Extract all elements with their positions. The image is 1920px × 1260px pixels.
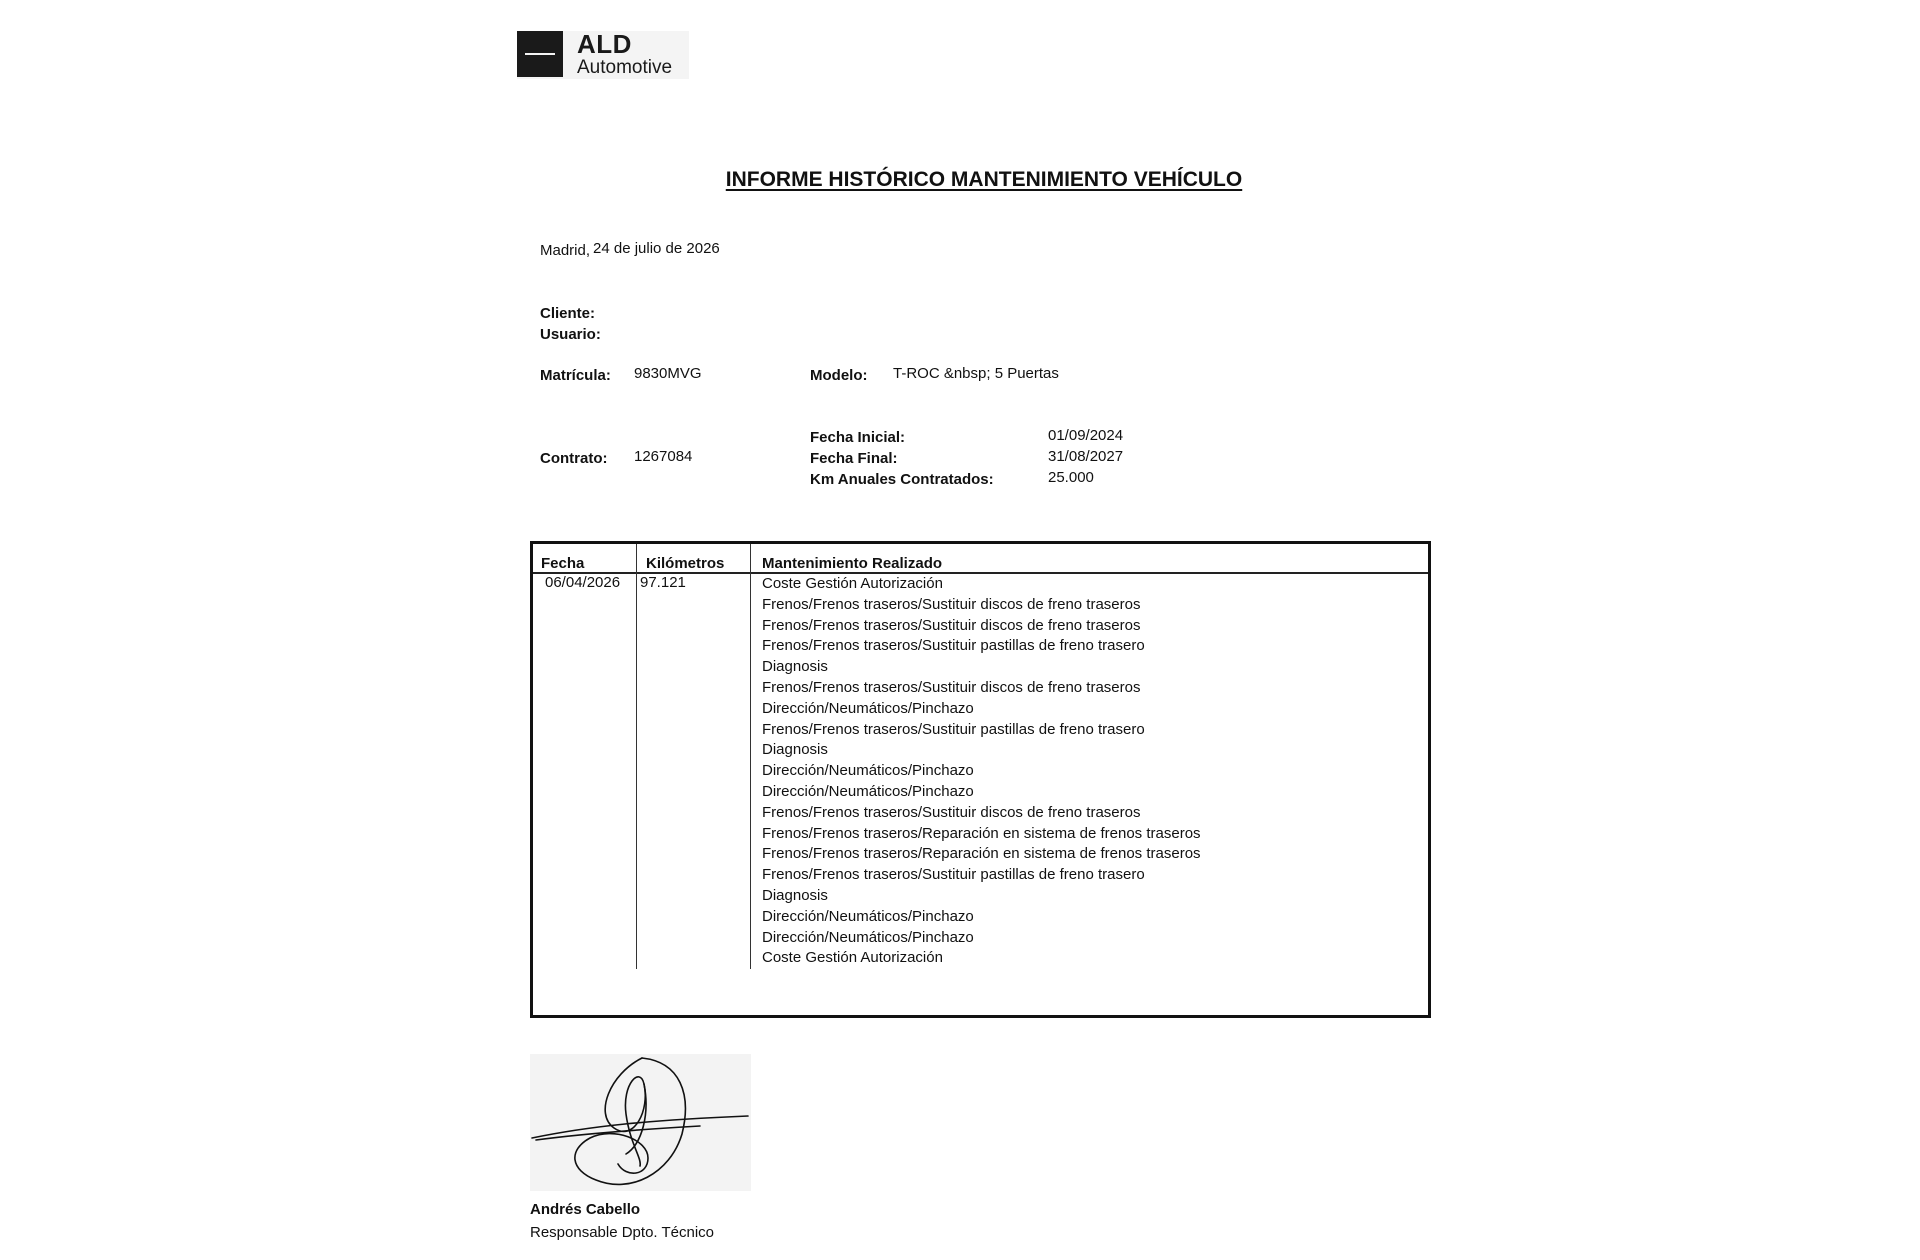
maintenance-table xyxy=(530,541,1431,1018)
cell-kilometros: 97.121 xyxy=(640,574,686,591)
maintenance-item: Frenos/Frenos traseros/Sustituir discos de freno traseros xyxy=(762,595,1141,613)
contrato-label: Contrato: xyxy=(540,450,608,467)
ald-automotive-logo xyxy=(517,31,689,79)
maintenance-item: Diagnosis xyxy=(762,741,828,759)
maintenance-list xyxy=(762,574,1201,969)
cell-fecha: 06/04/2026 xyxy=(545,574,621,591)
maintenance-item: Frenos/Frenos traseros/Reparación en sistema de frenos traseros xyxy=(762,845,1201,863)
cliente-label: Cliente: xyxy=(540,305,596,322)
place-label: Madrid, xyxy=(540,242,591,259)
maintenance-item: Frenos/Frenos traseros/Sustituir discos de freno traseros xyxy=(762,678,1141,696)
usuario-label: Usuario: xyxy=(540,326,601,343)
logo-text-automotive: Automotive xyxy=(577,57,673,78)
maintenance-item: Frenos/Frenos traseros/Reparación en sistema de frenos traseros xyxy=(762,824,1201,842)
report-title: INFORME HISTÓRICO MANTENIMIENTO VEHÍCULO xyxy=(725,168,1243,191)
fecha-inicial-label: Fecha Inicial: xyxy=(810,429,906,446)
fecha-final-value: 31/08/2027 xyxy=(1048,448,1124,465)
maintenance-item: Dirección/Neumáticos/Pinchazo xyxy=(762,762,974,780)
header-mantenimiento: Mantenimiento Realizado xyxy=(762,555,943,572)
signatory-name: Andrés Cabello xyxy=(530,1201,641,1218)
fecha-inicial-value: 01/09/2024 xyxy=(1048,427,1124,444)
maintenance-item: Frenos/Frenos traseros/Sustituir pastillas de freno trasero xyxy=(762,720,1145,738)
maintenance-item: Frenos/Frenos traseros/Sustituir discos de freno traseros xyxy=(762,616,1141,634)
maintenance-item: Frenos/Frenos traseros/Sustituir discos de freno traseros xyxy=(762,803,1141,821)
column-divider xyxy=(750,544,751,969)
logo-text-ald: ALD xyxy=(577,29,632,59)
matricula-label: Matrícula: xyxy=(540,367,611,384)
signature-image xyxy=(530,1054,751,1191)
handwritten-signature xyxy=(530,1054,751,1191)
maintenance-item: Frenos/Frenos traseros/Sustituir pastillas de freno trasero xyxy=(762,866,1145,884)
fecha-final-label: Fecha Final: xyxy=(810,450,898,467)
modelo-label: Modelo: xyxy=(810,367,868,384)
maintenance-item: Dirección/Neumáticos/Pinchazo xyxy=(762,699,974,717)
maintenance-item: Dirección/Neumáticos/Pinchazo xyxy=(762,782,974,800)
maintenance-item: Coste Gestión Autorización xyxy=(762,575,943,592)
maintenance-item: Diagnosis xyxy=(762,658,828,676)
header-fecha: Fecha xyxy=(541,555,585,572)
column-divider xyxy=(636,544,637,969)
km-anuales-value: 25.000 xyxy=(1048,469,1094,486)
contrato-value: 1267084 xyxy=(634,448,693,465)
signatory-role: Responsable Dpto. Técnico xyxy=(530,1224,714,1241)
maintenance-item: Dirección/Neumáticos/Pinchazo xyxy=(762,928,974,946)
header-kilometros: Kilómetros xyxy=(646,555,725,572)
maintenance-item: Diagnosis xyxy=(762,886,828,904)
modelo-value: T-ROC &nbsp; 5 Puertas xyxy=(893,365,1059,382)
maintenance-item: Coste Gestión Autorización xyxy=(762,949,943,967)
km-anuales-label: Km Anuales Contratados: xyxy=(810,471,994,488)
logo-mark-icon xyxy=(517,31,563,77)
maintenance-item: Frenos/Frenos traseros/Sustituir pastillas de freno trasero xyxy=(762,637,1145,655)
report-date: 24 de julio de 2026 xyxy=(593,240,720,257)
matricula-value: 9830MVG xyxy=(634,365,702,382)
maintenance-item: Dirección/Neumáticos/Pinchazo xyxy=(762,907,974,925)
